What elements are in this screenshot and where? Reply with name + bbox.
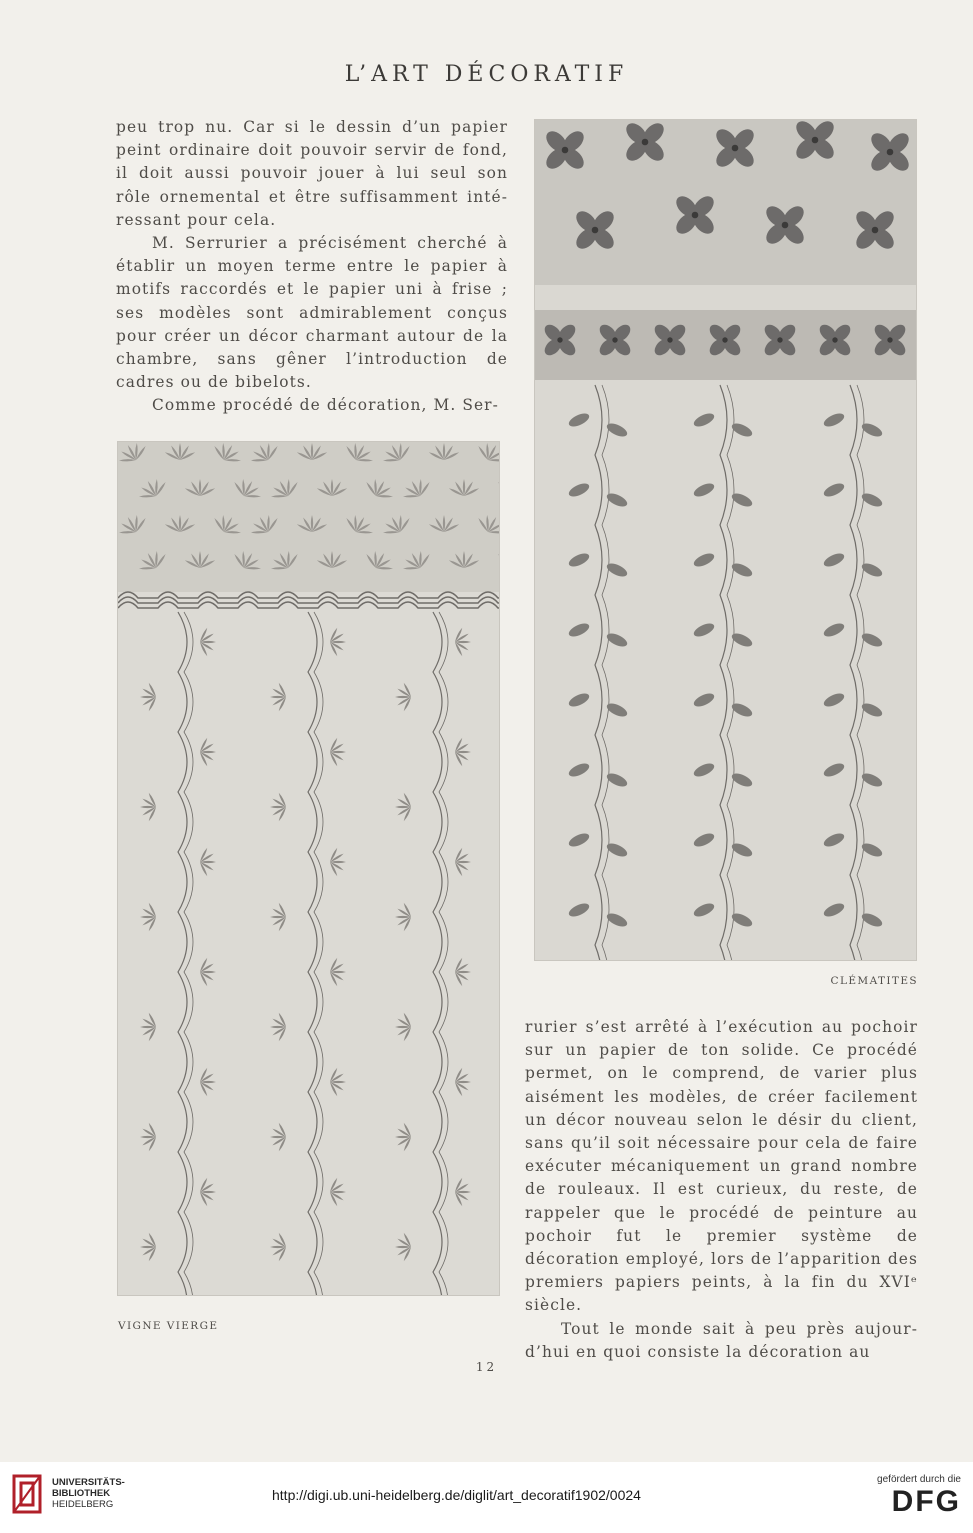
text-column-right — [525, 1016, 918, 1364]
paragraph: Comme procédé de décoration, M. Ser- — [152, 396, 499, 415]
paragraph: peu trop nu. Car si le dessin d’un papier peint ordinaire doit pouvoir servir de fond, il doit aussi pouvoir jouer à lui seul son rôle ornemental et être suffisamment inté-ressant pour cela. — [116, 118, 508, 229]
paragraph: M. Serrurier a précisément cherché à établir un moyen terme entre le papier à motifs raccordés et le papier uni à frise ; ses modèles sont admirablement conçus pour créer un décor charmant autour de la chambre, sans gêner l’introduction de cadres ou de bibelots. — [116, 234, 508, 392]
vigne-vierge-illustration — [118, 442, 499, 1295]
library-name — [52, 1477, 125, 1510]
page-number: 12 — [475, 1360, 498, 1374]
clematis-center — [732, 145, 739, 152]
clematis-center — [667, 337, 672, 342]
clematis-center — [777, 337, 782, 342]
running-head: L’ART DÉCORATIF — [344, 62, 629, 87]
clematis-center — [812, 137, 819, 144]
library-name-line: UNIVERSITÄTS- — [52, 1477, 125, 1488]
source-url-link[interactable]: http://digi.ub.uni-heidelberg.de/diglit/art_decoratif1902/0024 — [272, 1487, 641, 1503]
clematis-center — [557, 337, 562, 342]
figure-caption: CLÉMATITES — [830, 975, 918, 987]
figure-vigne-vierge — [117, 441, 500, 1296]
library-name-line: HEIDELBERG — [52, 1499, 114, 1510]
clematis-center — [562, 147, 569, 154]
ub-heidelberg-logo-icon — [12, 1472, 46, 1518]
figure-clematites — [534, 119, 917, 961]
clematis-center — [722, 337, 727, 342]
figure-caption: VIGNE VIERGE — [118, 1320, 219, 1332]
funding-label: gefördert durch die — [877, 1474, 961, 1485]
text-column-left — [116, 116, 508, 418]
clematis-center — [782, 222, 789, 229]
funder-block — [841, 1474, 961, 1519]
paragraph: Tout le monde sait à peu près aujour-d’hui en quoi consiste la décoration au — [525, 1319, 918, 1361]
digitization-footer — [0, 1462, 973, 1533]
clematis-center — [692, 212, 699, 219]
dfg-logo-icon: DFG — [891, 1485, 961, 1518]
clematis-center — [642, 139, 649, 146]
clematis-center — [872, 227, 879, 234]
clematis-center — [887, 149, 894, 156]
clematis-center — [887, 337, 892, 342]
frieze-band — [118, 442, 499, 592]
clematis-center — [832, 337, 837, 342]
library-name-line: BIBLIOTHEK — [52, 1488, 111, 1499]
clematites-illustration — [535, 120, 916, 960]
clematis-center — [612, 337, 617, 342]
paragraph: rurier s’est arrêté à l’exécution au pochoir sur un papier de ton solide. Ce procédé permet, on le comprend, de varier plus aisément les modèles, de créer facilement un décor nouveau selon le désir du client, sans qu’il soit nécessaire pour cela de faire exécuter mécaniquement un grand nombre de rouleaux. Il est curieux, du reste, de rappeler que le procédé de peinture au pochoir fut le premier système de décoration employé, lors de l’apparition des premiers papiers peints, à la fin du XVIᵉ siècle. — [525, 1018, 918, 1315]
clematis-center — [592, 227, 599, 234]
